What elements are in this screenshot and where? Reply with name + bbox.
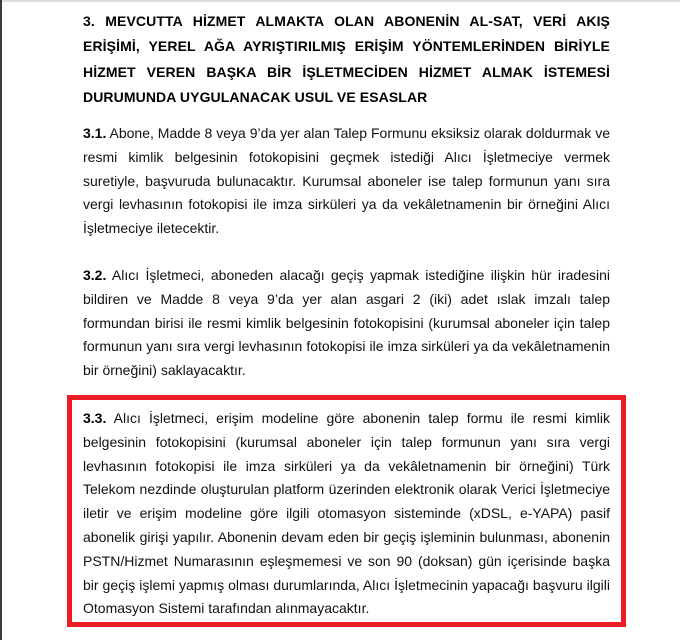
paragraph-3-3 (83, 407, 610, 621)
page-top-border (2, 0, 680, 2)
paragraph-text: Abone, Madde 8 veya 9’da yer alan Talep Formunu eksiksiz olarak doldurmak ve resmi kimlik belgesinin fotokopisini geçmek istediği Alıcı İşletmeciye vermek suretiyle, başvuruda bulunacaktır. Kurumsal aboneler ise talep formunun yanı sıra vergi levhasının fotokopisi ile imza sirküleri ya da vekâletnamenin bir örneğini Alıcı İşletmeciye iletecektir. (83, 125, 610, 237)
paragraph-3-2 (83, 264, 610, 383)
section-heading: 3. MEVCUTTA HİZMET ALMAKTA OLAN ABONENİN AL-SAT, VERİ AKIŞ ERİŞİMİ, YEREL AĞA AYRIŞTIRILMIŞ ERİŞİM YÖNTEMLERİNDEN BİRİYLE HİZMET VEREN BAŞKA BİR İŞLETMECİDEN HİZMET ALMAK İSTEMESİ DURUMUNDA UYGULANACAK USUL VE ESASLAR (83, 13, 610, 106)
paragraph-number: 3.3. (83, 410, 107, 426)
paragraph-number: 3.1. (83, 125, 107, 141)
paragraph-text: Alıcı İşletmeci, aboneden alacağı geçiş yapmak istediğine ilişkin hür iradesini bildiren ve Madde 8 veya 9’da yer alan asgari 2 (iki) adet ıslak imzalı talep formundan birisi ile resmi kimlik belgesinin fotokopisini (kurumsal aboneler için talep formunun yanı sıra vergi levhasının fotokopisi ile imza sirküleri ya da vekâletnamenin bir örneğini) saklayacaktır. (83, 267, 610, 379)
paragraph-3-1 (83, 122, 610, 241)
page-left-border (0, 0, 2, 640)
paragraph-text: Alıcı İşletmeci, erişim modeline göre abonenin talep formu ile resmi kimlik belgesinin fotokopisini (kurumsal aboneler için talep formunun yanı sıra vergi levhasının fotokopisi ile imza sirküleri ya da vekâletnamenin bir örneğini) Türk Telekom nezdinde oluşturulan platform üzerinden elektronik olarak Verici İşletmeciye iletir ve erişim modeline göre ilgili otomasyon sisteminde (xDSL, e-YAPA) pasif abonelik girişi yapılır. Abonenin devam eden bir geçiş işleminin bulunması, abonenin PSTN/Hizmet Numarasının eşleşmemesi ve son 90 (doksan) gün içerisinde başka bir geçiş işlemi yapmış olması durumlarında, Alıcı İşletmecinin yapacağı başvuru ilgili Otomasyon Sistemi tarafından alınmayacaktır. (83, 410, 610, 617)
paragraph-number: 3.2. (83, 267, 107, 283)
